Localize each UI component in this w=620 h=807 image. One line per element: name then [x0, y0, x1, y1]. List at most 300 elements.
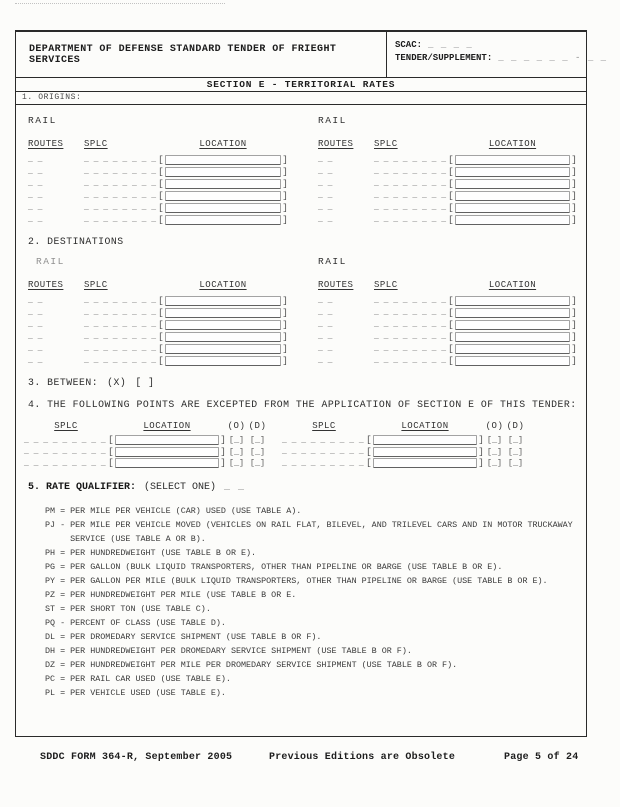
location-column-header: LOCATION	[401, 420, 449, 431]
splc-field[interactable]: _ _ _ _ _ _ _ _	[84, 179, 157, 188]
open-bracket: [	[158, 201, 164, 213]
location-field[interactable]	[158, 296, 288, 306]
destinations-rail-tables	[16, 256, 586, 367]
close-bracket: ]	[282, 306, 288, 318]
splc-field[interactable]: _ _ _ _ _ _ _ _	[374, 308, 447, 317]
location-field[interactable]	[108, 435, 226, 445]
routes-field[interactable]: _ _	[318, 296, 333, 305]
routes-field[interactable]: _ _	[318, 356, 333, 365]
rail-row	[28, 295, 288, 307]
location-field[interactable]	[366, 458, 484, 468]
location-field[interactable]	[448, 344, 577, 354]
destination-checkbox[interactable]: [_]	[249, 458, 266, 469]
rail-mode-label: RAIL	[318, 114, 347, 126]
open-bracket: [	[108, 434, 114, 446]
location-field[interactable]	[448, 356, 577, 366]
splc-field[interactable]: _ _ _ _ _ _ _ _	[84, 215, 157, 224]
destination-checkbox[interactable]: [_]	[507, 458, 524, 469]
form-outer-border	[15, 30, 608, 737]
rail-rows	[318, 154, 577, 226]
rate-qualifier-item: SERVICE (USE TABLE A OR B).	[45, 534, 206, 544]
close-bracket: ]	[571, 306, 577, 318]
exceptions-right-rows	[282, 435, 526, 470]
rail-row	[318, 295, 577, 307]
open-bracket: [	[366, 445, 372, 457]
location-field[interactable]	[448, 308, 577, 318]
rail-row	[318, 154, 577, 166]
open-bracket: [	[158, 342, 164, 354]
open-bracket: [	[158, 153, 164, 165]
rail-row	[28, 154, 288, 166]
location-field[interactable]	[158, 167, 288, 177]
routes-field[interactable]: _ _	[28, 296, 43, 305]
splc-field[interactable]: _ _ _ _ _ _ _ _ _	[282, 447, 364, 457]
destination-checkbox[interactable]: [_]	[249, 435, 266, 446]
rail-column-headers	[28, 139, 288, 150]
exception-row	[282, 458, 526, 470]
rate-qualifier-list	[16, 504, 586, 700]
location-input-box[interactable]	[165, 191, 282, 201]
close-bracket: ]	[478, 457, 484, 469]
routes-field[interactable]: _ _	[318, 344, 333, 353]
close-bracket: ]	[220, 434, 226, 446]
rail-row	[318, 307, 577, 319]
exceptions-table	[16, 421, 586, 470]
rail-rows	[28, 154, 288, 226]
close-bracket: ]	[282, 153, 288, 165]
exceptions-heading: 4. THE FOLLOWING POINTS ARE EXCEPTED FROM THE APPLICATION OF SECTION E OF THIS TENDER:	[28, 398, 577, 410]
rail-row	[318, 214, 577, 226]
close-bracket: ]	[571, 213, 577, 225]
splc-field[interactable]: _ _ _ _ _ _ _ _	[374, 320, 447, 329]
rate-qualifier-item: DH = PER HUNDREDWEIGHT PER DROMEDARY SERVICE SHIPMENT (USE TABLE B OR F).	[45, 646, 412, 656]
location-input-box[interactable]	[373, 435, 478, 445]
origin-checkbox[interactable]: [_]	[228, 458, 245, 469]
origin-checkbox[interactable]: [_]	[486, 435, 503, 446]
routes-field[interactable]: _ _	[28, 167, 43, 176]
splc-field[interactable]: _ _ _ _ _ _ _ _	[84, 203, 157, 212]
rail-row	[28, 214, 288, 226]
splc-field[interactable]: _ _ _ _ _ _ _ _ _	[282, 458, 364, 468]
rail-row	[28, 166, 288, 178]
location-field[interactable]	[448, 215, 577, 225]
location-field[interactable]	[158, 203, 288, 213]
open-bracket: [	[158, 189, 164, 201]
splc-field[interactable]: _ _ _ _ _ _ _ _	[374, 356, 447, 365]
routes-field[interactable]: _ _	[318, 332, 333, 341]
open-bracket: [	[158, 177, 164, 189]
destinations-rail-right	[301, 256, 586, 367]
location-field[interactable]	[158, 356, 288, 366]
rail-row	[318, 343, 577, 355]
close-bracket: ]	[220, 457, 226, 469]
open-bracket: [	[158, 318, 164, 330]
routes-field[interactable]: _ _	[318, 191, 333, 200]
open-bracket: [	[158, 354, 164, 366]
form-body	[16, 105, 586, 734]
rate-qualifier-item: PY = PER GALLON PER MILE (BULK LIQUID TRANSPORTERS, OTHER THAN PIPELINE OR BARGE (USE TABLE B OR E).	[45, 576, 548, 586]
splc-field[interactable]: _ _ _ _ _ _ _ _	[84, 356, 157, 365]
location-input-box[interactable]	[165, 320, 282, 330]
location-field[interactable]	[366, 447, 484, 457]
location-input-box[interactable]	[165, 215, 282, 225]
location-field[interactable]	[448, 179, 577, 189]
location-input-box[interactable]	[373, 458, 478, 468]
open-bracket: [	[448, 189, 454, 201]
rail-row	[28, 331, 288, 343]
location-field[interactable]	[448, 167, 577, 177]
origin-checkbox[interactable]: [_]	[486, 458, 503, 469]
location-field[interactable]	[108, 458, 226, 468]
scac-label: SCAC:	[395, 40, 423, 50]
splc-field[interactable]: _ _ _ _ _ _ _ _	[84, 191, 157, 200]
splc-field[interactable]: _ _ _ _ _ _ _ _	[374, 215, 447, 224]
routes-field[interactable]: _ _	[28, 344, 43, 353]
routes-field[interactable]: _ _	[318, 167, 333, 176]
location-field[interactable]	[448, 203, 577, 213]
form-title-cell	[16, 32, 386, 77]
splc-field[interactable]: _ _ _ _ _ _ _ _ _	[24, 435, 106, 445]
close-bracket: ]	[478, 434, 484, 446]
location-field[interactable]	[158, 332, 288, 342]
location-column-header: LOCATION	[143, 420, 191, 431]
rate-qualifier-section-heading	[16, 481, 586, 494]
exceptions-column-headers	[24, 421, 586, 432]
origin-checkbox[interactable]: [_]	[486, 446, 503, 457]
location-field[interactable]	[448, 191, 577, 201]
location-column-header: LOCATION	[488, 279, 537, 290]
rate-qualifier-item: DZ = PER HUNDREDWEIGHT PER MILE PER DROMEDARY SERVICE SHIPMENT (USE TABLE B OR F).	[45, 660, 458, 670]
location-input-box[interactable]	[455, 167, 571, 177]
rail-row	[318, 190, 577, 202]
close-bracket: ]	[571, 177, 577, 189]
tender-supplement-field[interactable]: _ _ _ _ _ _ - _ _	[498, 53, 608, 63]
open-bracket: [	[448, 330, 454, 342]
location-input-box[interactable]	[455, 203, 571, 213]
close-bracket: ]	[571, 318, 577, 330]
location-input-box[interactable]	[455, 296, 571, 306]
location-field[interactable]	[158, 155, 288, 165]
close-bracket: ]	[282, 165, 288, 177]
location-input-box[interactable]	[115, 435, 220, 445]
origins-rail-right	[301, 115, 586, 226]
routes-column-header: ROUTES	[28, 279, 64, 290]
location-input-box[interactable]	[455, 356, 571, 366]
close-bracket: ]	[282, 213, 288, 225]
location-input-box[interactable]	[165, 356, 282, 366]
close-bracket: ]	[571, 165, 577, 177]
origins-rail-tables	[16, 115, 586, 226]
rail-row	[28, 355, 288, 367]
routes-field[interactable]: _ _	[318, 179, 333, 188]
destination-checkbox[interactable]: [_]	[507, 435, 524, 446]
open-bracket: [	[108, 445, 114, 457]
location-input-box[interactable]	[373, 447, 478, 457]
splc-field[interactable]: _ _ _ _ _ _ _ _	[374, 332, 447, 341]
section-banner: SECTION E - TERRITORIAL RATES	[16, 78, 586, 92]
close-bracket: ]	[282, 330, 288, 342]
routes-column-header: ROUTES	[28, 138, 64, 149]
location-field[interactable]	[158, 191, 288, 201]
exceptions-left-rows	[24, 435, 282, 470]
location-input-box[interactable]	[165, 308, 282, 318]
rail-column-headers	[318, 280, 577, 291]
open-bracket: [	[158, 294, 164, 306]
location-column-header: LOCATION	[199, 279, 247, 290]
open-bracket: [	[448, 306, 454, 318]
splc-field[interactable]: _ _ _ _ _ _ _ _	[374, 155, 447, 164]
open-bracket: [	[158, 306, 164, 318]
location-input-box[interactable]	[115, 458, 220, 468]
footer-form-id: SDDC FORM 364-R, September 2005	[40, 752, 233, 763]
routes-field[interactable]: _ _	[318, 320, 333, 329]
rail-row	[28, 202, 288, 214]
location-input-box[interactable]	[165, 203, 282, 213]
rate-qualifier-item: PQ - PERCENT OF CLASS (USE TABLE D).	[45, 618, 226, 628]
routes-field[interactable]: _ _	[318, 155, 333, 164]
exception-row	[282, 435, 526, 447]
splc-field[interactable]: _ _ _ _ _ _ _ _	[374, 167, 447, 176]
scan-artifact-line	[15, 3, 225, 4]
exceptions-rows	[24, 435, 586, 470]
rail-row	[28, 319, 288, 331]
splc-field[interactable]: _ _ _ _ _ _ _ _	[84, 167, 157, 176]
rate-qualifier-item: ST = PER SHORT TON (USE TABLE C).	[45, 604, 211, 614]
routes-field[interactable]: _ _	[28, 191, 43, 200]
origins-rail-left	[16, 115, 301, 226]
location-field[interactable]	[158, 215, 288, 225]
location-field[interactable]	[448, 296, 577, 306]
splc-column-header: SPLC	[374, 279, 398, 290]
location-input-box[interactable]	[165, 296, 282, 306]
rail-row	[318, 355, 577, 367]
origin-column-header: (O)	[485, 420, 504, 431]
splc-field[interactable]: _ _ _ _ _ _ _ _ _	[24, 447, 106, 457]
exception-row	[24, 458, 282, 470]
location-input-box[interactable]	[455, 320, 571, 330]
routes-field[interactable]: _ _	[28, 308, 43, 317]
rail-row	[318, 331, 577, 343]
routes-field[interactable]: _ _	[28, 320, 43, 329]
close-bracket: ]	[220, 445, 226, 457]
open-bracket: [	[448, 294, 454, 306]
splc-column-header: SPLC	[84, 279, 108, 290]
location-field[interactable]	[448, 332, 577, 342]
close-bracket: ]	[571, 189, 577, 201]
location-input-box[interactable]	[165, 332, 282, 342]
rate-qualifier-item: PH = PER HUNDREDWEIGHT (USE TABLE B OR E).	[45, 548, 257, 558]
open-bracket: [	[448, 153, 454, 165]
close-bracket: ]	[571, 342, 577, 354]
form-title: DEPARTMENT OF DEFENSE STANDARD TENDER OF FRIEGHT SERVICES	[29, 43, 337, 66]
rail-row	[28, 307, 288, 319]
open-bracket: [	[448, 213, 454, 225]
rail-row	[318, 202, 577, 214]
splc-column-header: SPLC	[84, 138, 108, 149]
location-field[interactable]	[108, 447, 226, 457]
destinations-rail-left	[16, 256, 301, 367]
rate-qualifier-item: PL = PER VEHICLE USED (USE TABLE E).	[45, 688, 226, 698]
select-one-note: (SELECT ONE)	[144, 482, 217, 493]
splc-field[interactable]: _ _ _ _ _ _ _ _	[84, 155, 157, 164]
close-bracket: ]	[282, 342, 288, 354]
scac-cell	[386, 32, 608, 77]
open-bracket: [	[158, 213, 164, 225]
open-bracket: [	[448, 177, 454, 189]
location-field[interactable]	[158, 308, 288, 318]
between-label: 3. BETWEEN:	[28, 376, 99, 388]
location-input-box[interactable]	[165, 344, 282, 354]
splc-column-header: SPLC	[54, 420, 78, 431]
rate-qualifier-item: DL = PER DROMEDARY SERVICE SHIPMENT (USE TABLE B OR F).	[45, 632, 322, 642]
rail-row	[28, 178, 288, 190]
rate-qualifier-field[interactable]: _ _	[224, 482, 246, 493]
open-bracket: [	[366, 434, 372, 446]
close-bracket: ]	[282, 318, 288, 330]
location-column-header: LOCATION	[488, 138, 537, 149]
splc-field[interactable]: _ _ _ _ _ _ _ _ _	[282, 435, 364, 445]
location-input-box[interactable]	[165, 179, 282, 189]
location-input-box[interactable]	[455, 308, 571, 318]
location-input-box[interactable]	[165, 155, 282, 165]
tender-supplement-label: TENDER/SUPPLEMENT:	[395, 53, 493, 63]
destination-column-header: (D)	[506, 420, 525, 431]
location-field[interactable]	[158, 344, 288, 354]
rail-rows	[28, 295, 288, 367]
origin-checkbox[interactable]: [_]	[228, 435, 245, 446]
rail-mode-label: RAIL	[36, 255, 65, 267]
routes-field[interactable]: _ _	[318, 215, 333, 224]
close-bracket: ]	[571, 201, 577, 213]
close-bracket: ]	[282, 201, 288, 213]
rail-column-headers	[318, 139, 577, 150]
rail-column-headers	[28, 280, 288, 291]
splc-field[interactable]: _ _ _ _ _ _ _ _	[84, 296, 157, 305]
rate-qualifier-item: PM = PER MILE PER VEHICLE (CAR) USED (USE TABLE A).	[45, 506, 302, 516]
rate-qualifier-item: PG = PER GALLON (BULK LIQUID TRANSPORTERS, OTHER THAN PIPELINE OR BARGE (USE TABLE B OR E).	[45, 562, 503, 572]
splc-field[interactable]: _ _ _ _ _ _ _ _	[374, 191, 447, 200]
between-x-mark: (X)	[107, 376, 127, 388]
open-bracket: [	[448, 354, 454, 366]
rail-mode-label: RAIL	[318, 255, 347, 267]
location-input-box[interactable]	[455, 179, 571, 189]
footer-obsolete-note: Previous Editions are Obsolete	[269, 752, 456, 763]
location-field[interactable]	[448, 155, 577, 165]
location-field[interactable]	[158, 179, 288, 189]
routes-field[interactable]: _ _	[28, 332, 43, 341]
close-bracket: ]	[282, 294, 288, 306]
destination-checkbox[interactable]: [_]	[507, 446, 524, 457]
rate-qualifier-item: PJ - PER MILE PER VEHICLE MOVED (VEHICLES ON RAIL FLAT, BILEVEL, AND TRILEVEL CARS AND IN MOTOR TRUCKAWAY	[45, 520, 573, 530]
open-bracket: [	[158, 330, 164, 342]
close-bracket: ]	[282, 354, 288, 366]
close-bracket: ]	[478, 445, 484, 457]
location-input-box[interactable]	[455, 215, 571, 225]
location-input-box[interactable]	[455, 155, 571, 165]
open-bracket: [	[108, 457, 114, 469]
open-bracket: [	[448, 342, 454, 354]
close-bracket: ]	[571, 330, 577, 342]
rate-qualifier-item: PC = PER RAIL CAR USED (USE TABLE E).	[45, 674, 231, 684]
open-bracket: [	[366, 457, 372, 469]
open-bracket: [	[448, 318, 454, 330]
page-footer	[0, 752, 620, 766]
splc-field[interactable]: _ _ _ _ _ _ _ _	[84, 344, 157, 353]
scac-field[interactable]: _ _ _ _	[428, 40, 473, 50]
location-input-box[interactable]	[165, 167, 282, 177]
close-bracket: ]	[571, 354, 577, 366]
rail-row	[318, 319, 577, 331]
routes-field[interactable]: _ _	[28, 356, 43, 365]
origins-heading: 1. ORIGINS:	[16, 92, 586, 105]
destination-checkbox[interactable]: [_]	[249, 446, 266, 457]
routes-column-header: ROUTES	[318, 138, 354, 149]
routes-field[interactable]: _ _	[318, 203, 333, 212]
location-input-box[interactable]	[455, 191, 571, 201]
footer-page-number: Page 5 of 24	[504, 752, 579, 763]
open-bracket: [	[448, 165, 454, 177]
splc-field[interactable]: _ _ _ _ _ _ _ _	[374, 344, 447, 353]
close-bracket: ]	[282, 177, 288, 189]
routes-field[interactable]: _ _	[28, 179, 43, 188]
routes-column-header: ROUTES	[318, 279, 354, 290]
open-bracket: [	[158, 165, 164, 177]
rail-row	[318, 166, 577, 178]
exception-row	[24, 435, 282, 447]
location-field[interactable]	[448, 320, 577, 330]
splc-field[interactable]: _ _ _ _ _ _ _ _	[84, 308, 157, 317]
rate-qualifier-item: PZ = PER HUNDREDWEIGHT PER MILE (USE TABLE B OR E.	[45, 590, 297, 600]
splc-column-header: SPLC	[374, 138, 398, 149]
between-checkbox[interactable]: [ ]	[135, 376, 155, 388]
origin-checkbox[interactable]: [_]	[228, 446, 245, 457]
routes-field[interactable]: _ _	[28, 215, 43, 224]
splc-field[interactable]: _ _ _ _ _ _ _ _	[84, 332, 157, 341]
location-column-header: LOCATION	[199, 138, 247, 149]
location-field[interactable]	[366, 435, 484, 445]
open-bracket: [	[448, 201, 454, 213]
destinations-heading: 2. DESTINATIONS	[28, 235, 124, 247]
origin-column-header: (O)	[227, 420, 246, 431]
location-field[interactable]	[158, 320, 288, 330]
rate-qualifier-label: 5. RATE QUALIFIER:	[28, 482, 137, 493]
rail-row	[28, 343, 288, 355]
splc-column-header: SPLC	[312, 420, 336, 431]
routes-field[interactable]: _ _	[318, 308, 333, 317]
splc-field[interactable]: _ _ _ _ _ _ _ _	[374, 296, 447, 305]
splc-field[interactable]: _ _ _ _ _ _ _ _	[374, 203, 447, 212]
routes-field[interactable]: _ _	[28, 203, 43, 212]
splc-field[interactable]: _ _ _ _ _ _ _ _	[374, 179, 447, 188]
exception-row	[282, 446, 526, 458]
exception-row	[24, 446, 282, 458]
location-input-box[interactable]	[115, 447, 220, 457]
form-header	[16, 32, 608, 78]
rail-row	[28, 190, 288, 202]
close-bracket: ]	[571, 153, 577, 165]
close-bracket: ]	[282, 189, 288, 201]
splc-field[interactable]: _ _ _ _ _ _ _ _ _	[24, 458, 106, 468]
splc-field[interactable]: _ _ _ _ _ _ _ _	[84, 320, 157, 329]
location-input-box[interactable]	[455, 332, 571, 342]
close-bracket: ]	[571, 294, 577, 306]
rail-mode-label: RAIL	[28, 114, 57, 126]
routes-field[interactable]: _ _	[28, 155, 43, 164]
between-section	[16, 377, 586, 389]
destination-column-header: (D)	[248, 420, 267, 431]
location-input-box[interactable]	[455, 344, 571, 354]
rail-row	[318, 178, 577, 190]
